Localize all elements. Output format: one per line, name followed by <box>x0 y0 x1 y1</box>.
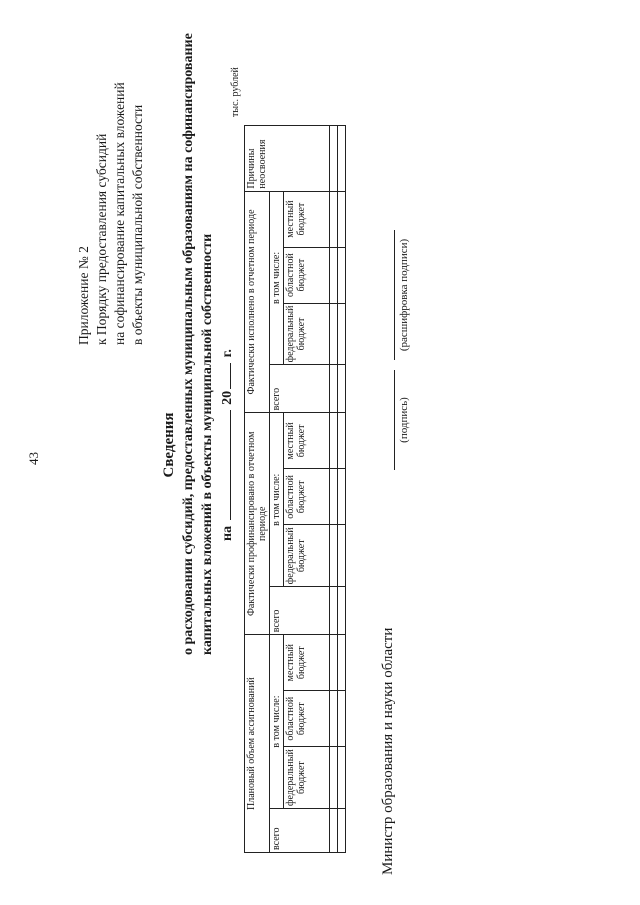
signature-block <box>380 15 460 875</box>
signature-caption: (подпись) <box>398 397 410 443</box>
signature-decode-line <box>394 230 395 360</box>
unit-label: тыс. рублей <box>230 67 241 117</box>
header-total: всего <box>270 809 330 853</box>
header-including: в том числе: <box>270 191 284 365</box>
header-local: местный бюджет <box>284 191 330 247</box>
table-row <box>338 125 346 852</box>
appendix-line: в объекты муниципальной собственности <box>130 104 145 345</box>
header-regional: областной бюджет <box>284 247 330 303</box>
header-reasons: Причины неосвоения <box>245 125 330 191</box>
header-regional: областной бюджет <box>284 691 330 747</box>
date-prefix: на <box>220 525 235 541</box>
header-financed: Фактически профинансировано в отчетном периоде <box>245 413 270 635</box>
date-suffix: г. <box>220 349 235 358</box>
table-row <box>330 125 338 852</box>
report-table <box>244 125 346 853</box>
header-executed: Фактически исполнено в отчетном периоде <box>245 191 270 413</box>
header-federal: федеральный бюджет <box>284 303 330 365</box>
title-line-2: капитальных вложений в объекты муниципальной собственности <box>200 233 215 655</box>
header-local: местный бюджет <box>284 413 330 469</box>
year-blank <box>217 363 231 389</box>
report-date-line <box>217 235 237 655</box>
date-blank <box>217 410 231 520</box>
appendix-line: Приложение № 2 <box>76 246 91 345</box>
title-line-1: о расходовании субсидий, предоставленных муниципальным образованиям на софинансирование <box>181 33 196 655</box>
date-year: 20 <box>220 390 235 405</box>
header-including: в том числе: <box>270 635 284 809</box>
appendix-line: на софинансирование капитальных вложений <box>112 82 127 345</box>
signature-decode-caption: (расшифровка подписи) <box>398 238 410 352</box>
appendix-note <box>75 82 147 345</box>
page-number: 43 <box>26 452 41 465</box>
minister-title: Министр образования и науки области <box>380 627 396 875</box>
appendix-line: к Порядку предоставления субсидий <box>94 133 109 345</box>
header-federal: федеральный бюджет <box>284 525 330 587</box>
title-main: Сведения <box>161 412 177 478</box>
header-federal: федеральный бюджет <box>284 747 330 809</box>
signature-line <box>394 370 395 470</box>
header-local: местный бюджет <box>284 635 330 691</box>
header-planned: Плановый объем ассигнований <box>245 635 270 853</box>
header-total: всего <box>270 365 330 413</box>
header-including: в том числе: <box>270 413 284 587</box>
header-total: всего <box>270 587 330 635</box>
header-regional: областной бюджет <box>284 469 330 525</box>
